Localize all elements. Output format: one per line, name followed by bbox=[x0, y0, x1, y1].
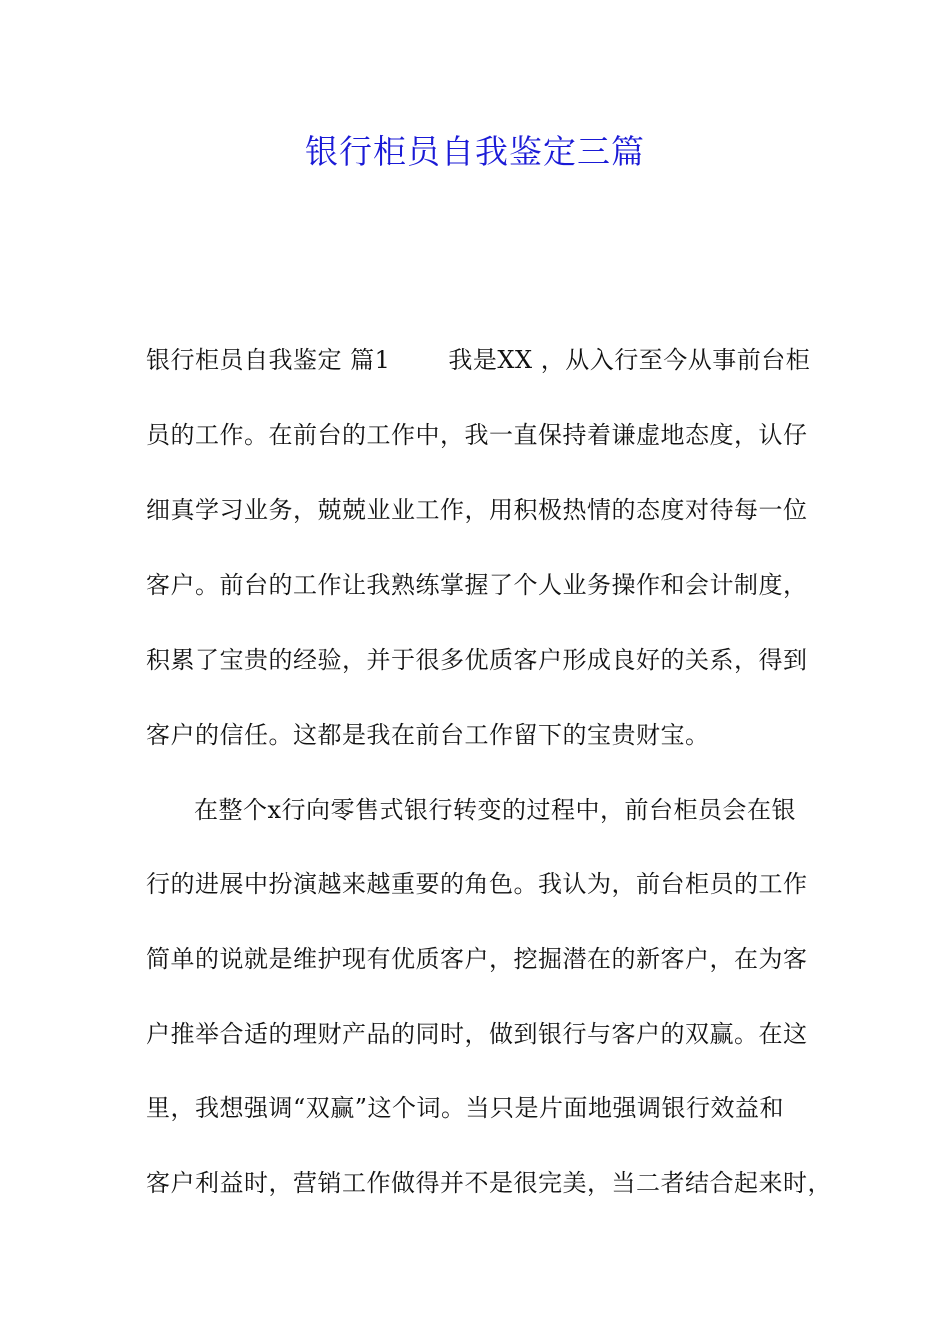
section-heading: 银行柜员自我鉴定 篇1 bbox=[146, 346, 391, 374]
text-line-6: 客户的信任。这都是我在前台工作留下的宝贵财宝。 bbox=[146, 721, 710, 749]
text-line-11: 里，我想强调“双赢”这个词。当只是片面地强调银行效益和 bbox=[146, 1094, 785, 1122]
text-line-9: 简单的说就是维护现有优质客户，挖掘潜在的新客户，在为客 bbox=[146, 945, 808, 973]
text-line-10: 户推举合适的理财产品的同时，做到银行与客户的双赢。在这 bbox=[146, 1020, 808, 1048]
text-line-8: 行的进展中扮演越来越重要的角色。我认为，前台柜员的工作 bbox=[146, 870, 808, 898]
text-line-1-body: 我是XX ，从入行至今从事前台柜 bbox=[448, 346, 811, 374]
text-line-2: 员的工作。在前台的工作中，我一直保持着谦虚地态度，认仔 bbox=[146, 421, 808, 449]
text-line-1 bbox=[146, 340, 826, 380]
document-title: 银行柜员自我鉴定三篇 bbox=[305, 132, 645, 171]
text-line-3: 细真学习业务，兢兢业业工作，用积极热情的态度对待每一位 bbox=[146, 496, 808, 524]
text-line-5: 积累了宝贵的经验，并于很多优质客户形成良好的关系，得到 bbox=[146, 646, 808, 674]
text-line-7: 在整个x行向零售式银行转变的过程中，前台柜员会在银 bbox=[194, 796, 797, 824]
text-line-12: 客户利益时，营销工作做得并不是很完美，当二者结合起来时， bbox=[146, 1169, 832, 1197]
text-line-4: 客户。前台的工作让我熟练掌握了个人业务操作和会计制度， bbox=[146, 571, 808, 599]
